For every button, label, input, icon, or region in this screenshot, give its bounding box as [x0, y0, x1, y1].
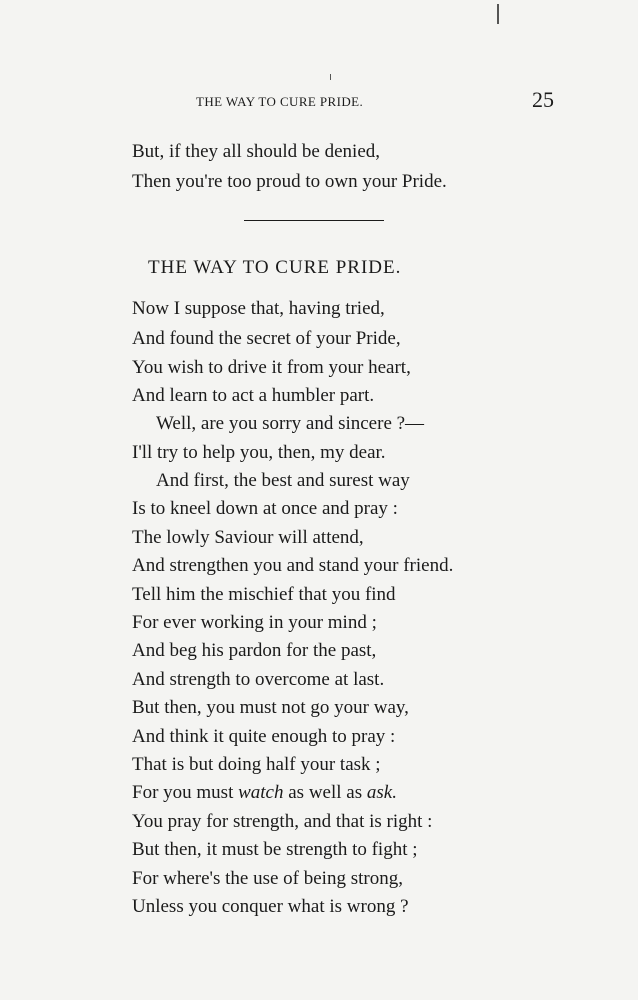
poem-line: You pray for strength, and that is right :: [132, 811, 433, 832]
poem-line: But then, you must not go your way,: [132, 697, 409, 718]
poem-line: For where's the use of being strong,: [132, 868, 403, 889]
poem-line: Now I suppose that, having tried,: [132, 298, 385, 319]
poem-line: Well, are you sorry and sincere ?—: [156, 413, 425, 434]
poem-line: I'll try to help you, then, my dear.: [132, 442, 386, 463]
poem-line: That is but doing half your task ;: [132, 754, 381, 775]
poem-text: as well as: [283, 782, 367, 803]
scan-speck: [330, 74, 331, 80]
poem-text: For you must: [132, 782, 239, 803]
section-divider: [244, 220, 384, 221]
poem-line: And beg his pardon for the past,: [132, 640, 377, 661]
poem-title: THE WAY TO CURE PRIDE.: [148, 257, 402, 278]
poem-line: And first, the best and surest way: [156, 470, 410, 491]
poem-line: But then, it must be strength to fight ;: [132, 839, 418, 860]
poem-line: And strengthen you and stand your friend.: [132, 555, 454, 576]
running-head: THE WAY TO CURE PRIDE.: [196, 94, 364, 109]
emphasized-word: ask.: [366, 782, 397, 803]
poem-line-with-emphasis: [132, 782, 397, 804]
prev-poem-line: But, if they all should be denied,: [132, 141, 381, 162]
poem-line: You wish to drive it from your heart,: [132, 357, 411, 378]
prev-poem-line: Then you're too proud to own your Pride.: [132, 171, 447, 192]
poem-line: Is to kneel down at once and pray :: [132, 498, 398, 519]
poem-line: And think it quite enough to pray :: [132, 726, 396, 747]
poem-line: And learn to act a humbler part.: [132, 385, 375, 406]
poem-line: Unless you conquer what is wrong ?: [132, 896, 409, 917]
poem-line: Tell him the mischief that you find: [132, 584, 396, 605]
emphasized-word: watch: [238, 782, 284, 803]
poem-line: The lowly Saviour will attend,: [132, 527, 364, 548]
poem-line: For ever working in your mind ;: [132, 612, 377, 633]
scan-speck: [497, 4, 499, 24]
poem-line: And strength to overcome at last.: [132, 669, 385, 690]
poem-line: And found the secret of your Pride,: [132, 328, 401, 349]
page-number: 25: [532, 87, 554, 112]
